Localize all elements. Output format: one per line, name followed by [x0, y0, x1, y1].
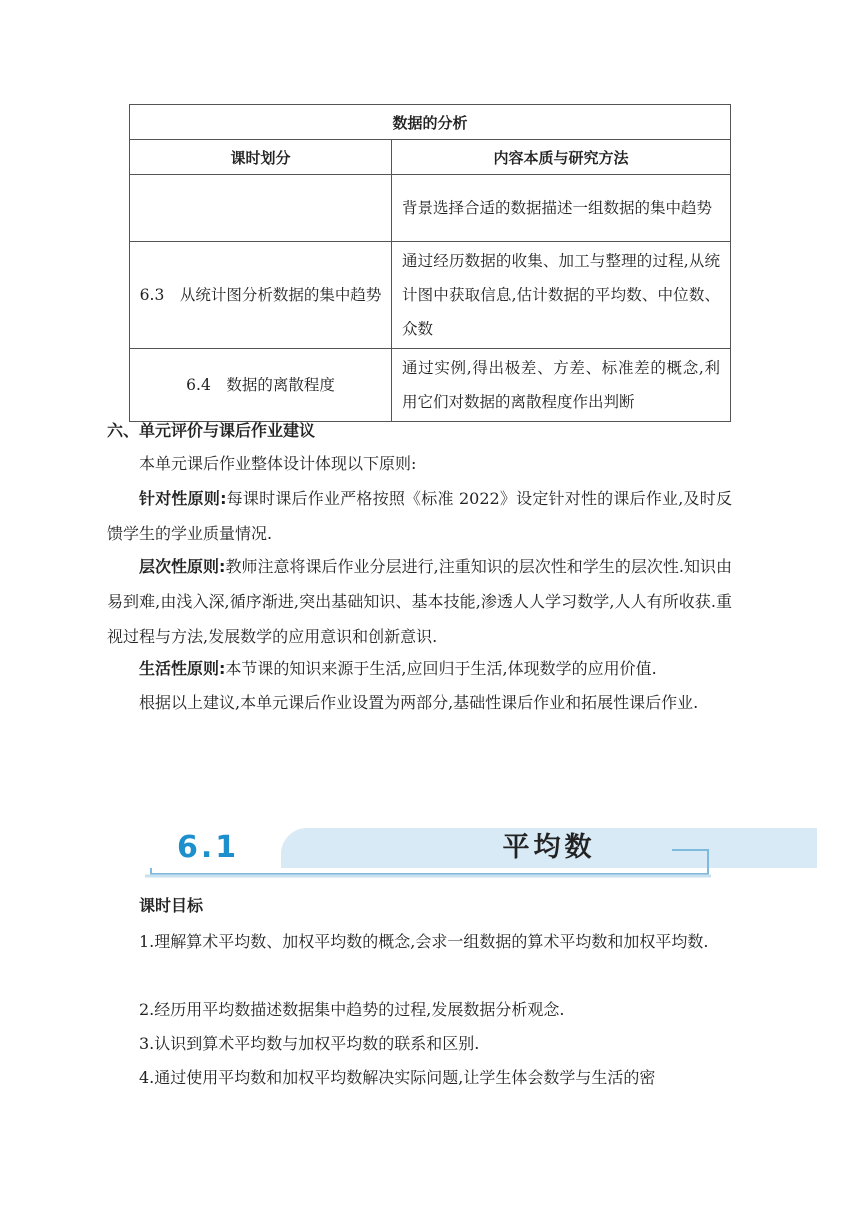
section-conclusion: 根据以上建议,本单元课后作业设置为两部分,基础性课后作业和拓展性课后作业. — [139, 693, 699, 712]
principle-text: 教师注意将课后作业分层进行,注重知识的层次性和学生的层次性.知识由易到难,由浅入深,循序渐进,突出基础知识、基本技能,渗透人人学习数学,人人有所收获.重视过程与方法,发展数学的应用意识和创新意识. — [107, 557, 732, 646]
principle-label: 生活性原则: — [139, 659, 226, 678]
principle-label: 针对性原则: — [139, 489, 227, 508]
lesson-title: 平均数 — [502, 832, 596, 863]
content-cell: 背景选择合适的数据描述一组数据的集中趋势 — [392, 175, 731, 242]
table-row — [130, 175, 731, 242]
principle-label: 层次性原则: — [139, 557, 226, 576]
content-cell: 通过实例,得出极差、方差、标准差的概念,利用它们对数据的离散程度作出判断 — [392, 349, 731, 422]
lesson-banner — [145, 826, 715, 882]
section-title: 六、单元评价与课后作业建议 — [107, 421, 316, 440]
goal-item: 1.理解算术平均数、加权平均数的概念,会求一组数据的算术平均数和加权平均数. — [139, 932, 709, 951]
col-header-content: 内容本质与研究方法 — [392, 140, 731, 175]
principle-paragraph — [107, 481, 732, 551]
principle-text: 每课时课后作业严格按照《标准 2022》设定针对性的课后作业,及时反馈学生的学业质量情况. — [107, 489, 732, 543]
goal-item: 2.经历用平均数描述数据集中趋势的过程,发展数据分析观念. — [139, 1000, 565, 1019]
goal-item: 4.通过使用平均数和加权平均数解决实际问题,让学生体会数学与生活的密 — [139, 1068, 656, 1087]
col-header-lesson: 课时划分 — [130, 140, 392, 175]
section-intro: 本单元课后作业整体设计体现以下原则: — [139, 454, 417, 473]
principle-text: 本节课的知识来源于生活,应回归于生活,体现数学的应用价值. — [225, 659, 657, 678]
table-row — [130, 349, 731, 422]
lesson-cell: 6.4 数据的离散程度 — [130, 349, 392, 422]
goals-title: 课时目标 — [139, 896, 204, 915]
table-title: 数据的分析 — [130, 105, 731, 140]
table-row — [130, 242, 731, 349]
goal-item: 3.认识到算术平均数与加权平均数的联系和区别. — [139, 1034, 480, 1053]
lesson-cell: 6.3 从统计图分析数据的集中趋势 — [130, 242, 392, 349]
lesson-cell — [130, 175, 392, 242]
principle-paragraph — [107, 651, 732, 686]
analysis-table — [129, 104, 731, 422]
content-cell: 通过经历数据的收集、加工与整理的过程,从统计图中获取信息,估计数据的平均数、中位数、众数 — [392, 242, 731, 349]
principle-paragraph — [107, 549, 732, 654]
lesson-number: 6.1 — [177, 830, 240, 865]
